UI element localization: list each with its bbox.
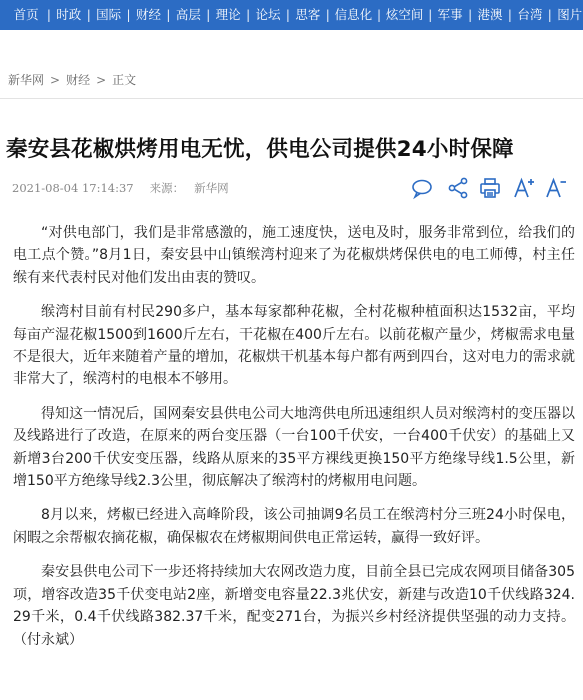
nav-item-home[interactable]: 首页 [13,7,39,22]
nav-separator: | [46,8,51,22]
nav-separator: | [285,8,290,22]
breadcrumb-current: 正文 [112,73,137,87]
comment-icon[interactable] [410,176,434,200]
breadcrumb-separator: > [96,73,107,87]
nav-item-politics[interactable]: 时政 [56,7,82,22]
top-navigation-bar [0,0,583,30]
article-paragraph: 得知这一情况后，国网秦安县供电公司大地湾供电所迅速组织人员对缑湾村的变压器以及线路进行了改造，在原来的两台变压器（一台100千伏安，一台400千伏安）的基础上又新增3台200千伏安变压器，线路从原来的35平方裸线更换150平方绝缘导线1.5公里，新增150平方绝缘导线2.3公里，彻底解决了缑湾村的烤椒用电问题。 [13,405,575,490]
nav-item-taiwan[interactable]: 台湾 [517,7,543,22]
nav-separator: | [206,8,211,22]
nav-separator: | [468,8,473,22]
nav-item-leadership[interactable]: 高层 [175,7,201,22]
header-divider [0,98,583,99]
share-icon[interactable] [446,176,470,200]
nav-item-thinkers[interactable]: 思客 [295,7,321,22]
nav-item-military[interactable]: 军事 [437,7,463,22]
font-decrease-icon[interactable] [544,176,568,200]
nav-separator: | [86,8,91,22]
article-body [13,222,575,663]
article-paragraph: “对供电部门，我们是非常感激的，施工速度快，送电及时，服务非常到位，给我们的电工点个赞。”8月1日，秦安县中山镇缑湾村迎来了为花椒烘烤保供电的电工师傅，村主任缑有来代表村民对他们发出由衷的赞叹。 [13,225,575,286]
breadcrumb-separator: > [50,73,61,87]
article-meta [12,180,229,196]
article-paragraph: 8月以来，烤椒已经进入高峰阶段，该公司抽调9名员工在缑湾村分三班24小时保电，闲暇之余帮椒农摘花椒，确保椒农在烤椒期间供电正常运转，赢得一致好评。 [13,507,575,546]
nav-item-theory[interactable]: 理论 [215,7,241,22]
article-title: 秦安县花椒烘烤用电无忧，供电公司提供24小时保障 [6,137,514,162]
nav-separator: | [325,8,330,22]
nav-item-xuan-space[interactable]: 炫空间 [385,7,424,22]
article-paragraph: 秦安县供电公司下一步还将持续加大农网改造力度，目前全县已完成农网项目储备305项，增容改造35千伏变电站2座，新增变电容量22.3兆伏安，新建与改造10千伏线路324.29千米，0.4千伏线路382.37千米，配变271台，为振兴乡村经济提供坚强的动力支持。（付永斌） [13,564,575,648]
article-toolbar [410,176,580,200]
source-name: 新华网 [194,181,229,195]
nav-separator: | [246,8,251,22]
nav-separator: | [126,8,131,22]
breadcrumb-channel[interactable]: 财经 [66,73,91,87]
font-increase-icon[interactable] [512,176,536,200]
nav-item-hk-macao[interactable]: 港澳 [477,7,503,22]
publish-datetime: 2021-08-04 17:14:37 [12,181,134,195]
breadcrumb-site[interactable]: 新华网 [8,73,45,87]
nav-item-finance[interactable]: 财经 [135,7,161,22]
source-label: 来源： [149,181,185,195]
nav-separator: | [507,8,512,22]
nav-item-informatization[interactable]: 信息化 [334,7,373,22]
print-icon[interactable] [478,176,502,200]
nav-separator: | [377,8,382,22]
nav-separator: | [166,8,171,22]
nav-item-forum[interactable]: 论坛 [255,7,281,22]
nav-separator: | [547,8,552,22]
nav-item-world[interactable]: 国际 [96,7,122,22]
nav-separator: | [428,8,433,22]
breadcrumb [8,71,136,88]
nav-item-photos[interactable]: 图片 [557,7,583,22]
article-paragraph: 缑湾村目前有村民290多户，基本每家都种花椒，全村花椒种植面积达1532亩，平均每亩产湿花椒1500到1600斤左右，干花椒在400斤左右。以前花椒产量少，烤椒需求电量不是很大，近年来随着产量的增加，花椒烘干机基本每户都有两到四台，这对电力的需求就非常大了，缑湾村的电根本不够用。 [13,304,575,388]
